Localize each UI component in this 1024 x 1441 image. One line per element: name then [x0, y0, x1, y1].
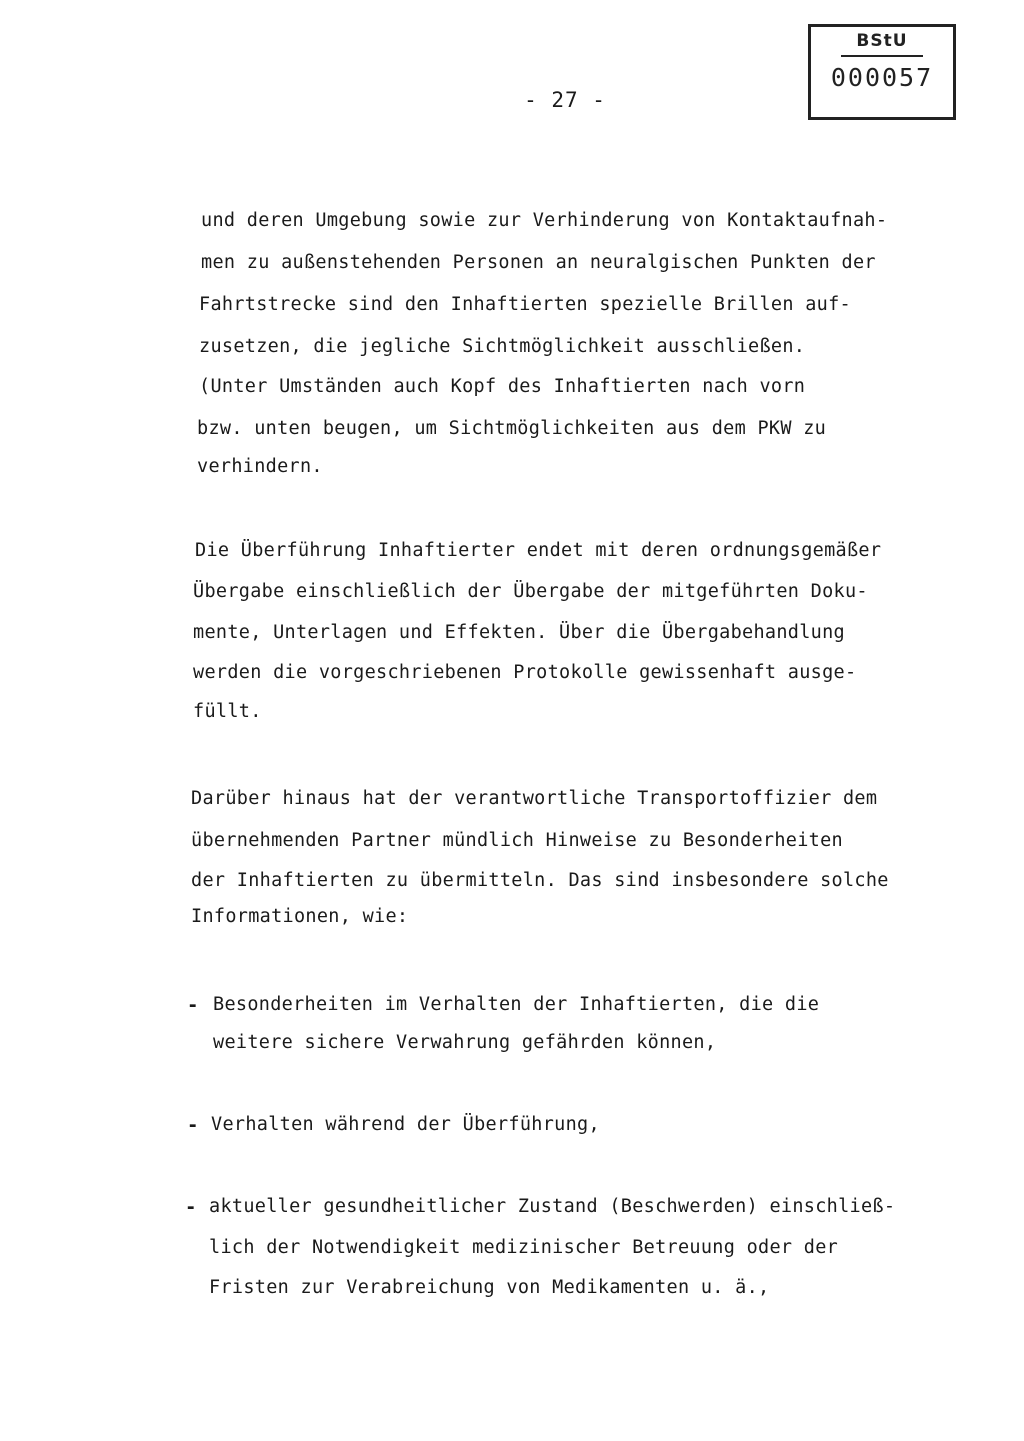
page-number: - 27 - [524, 88, 606, 112]
text-line: verhindern. [197, 456, 323, 477]
text-line: werden die vorgeschriebenen Protokolle gewissenhaft ausge- [193, 662, 857, 683]
text-line: Darüber hinaus hat der verantwortliche Transportoffizier dem [191, 788, 878, 809]
text-line: Verhalten während der Überführung, [211, 1114, 600, 1135]
text-line: men zu außenstehenden Personen an neuralgischen Punkten der [201, 252, 876, 273]
text-line: lich der Notwendigkeit medizinischer Betreuung oder der [209, 1237, 839, 1258]
text-line: übernehmenden Partner mündlich Hinweise zu Besonderheiten [191, 830, 843, 851]
text-line: Fahrtstrecke sind den Inhaftierten spezielle Brillen auf- [199, 294, 851, 315]
stamp-number: 000057 [830, 63, 934, 92]
text-line: aktueller gesundheitlicher Zustand (Beschwerden) einschließ- [209, 1196, 896, 1217]
text-line: Die Überführung Inhaftierter endet mit deren ordnungsgemäßer [195, 540, 882, 561]
text-line: Informationen, wie: [191, 906, 409, 927]
list-dash: - [185, 1196, 197, 1218]
text-line: Fristen zur Verabreichung von Medikamenten u. ä., [209, 1277, 770, 1298]
text-line: und deren Umgebung sowie zur Verhinderung von Kontaktaufnah- [201, 210, 888, 231]
text-line: füllt. [193, 701, 262, 722]
list-dash: - [187, 994, 199, 1016]
text-line: (Unter Umständen auch Kopf des Inhaftierten nach vorn [199, 376, 806, 397]
archive-stamp [808, 24, 956, 120]
text-line: der Inhaftierten zu übermitteln. Das sind insbesondere solche [191, 870, 889, 891]
text-line: mente, Unterlagen und Effekten. Über die Übergabehandlung [193, 622, 845, 643]
list-dash: - [187, 1114, 199, 1136]
text-line: Übergabe einschließlich der Übergabe der mitgeführten Doku- [193, 581, 868, 602]
stamp-org: BStU [856, 31, 908, 51]
stamp-divider [841, 55, 923, 57]
text-line: Besonderheiten im Verhalten der Inhaftierten, die die [213, 994, 820, 1015]
text-line: zusetzen, die jegliche Sichtmöglichkeit ausschließen. [199, 336, 806, 357]
text-line: bzw. unten beugen, um Sichtmöglichkeiten aus dem PKW zu [197, 418, 827, 439]
text-line: weitere sichere Verwahrung gefährden können, [213, 1032, 717, 1053]
